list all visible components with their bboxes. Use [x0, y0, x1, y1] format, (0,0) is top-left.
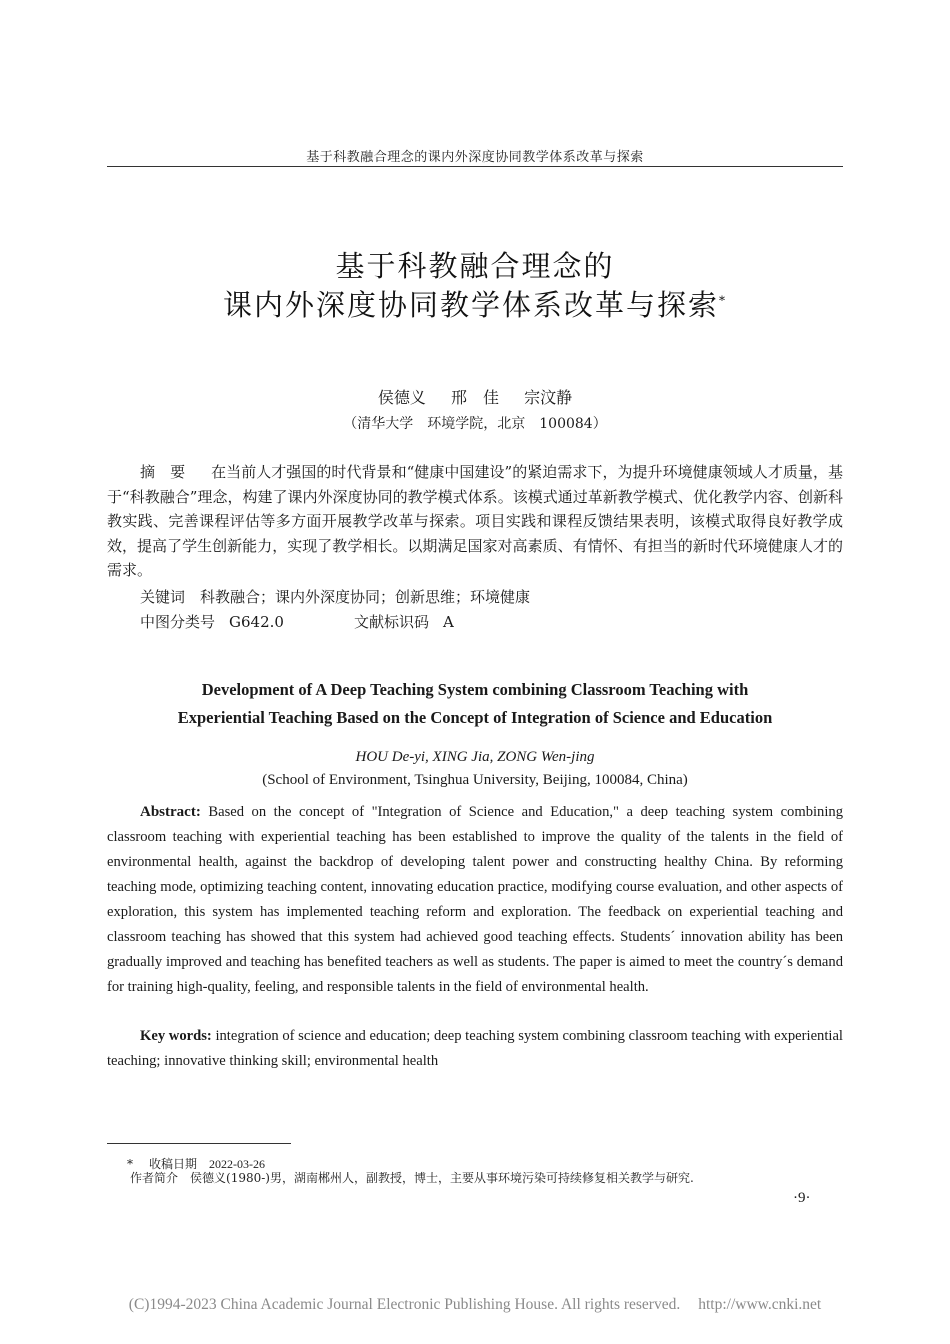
doc-code-label: 文献标识码	[353, 613, 429, 631]
abstract-cn-label: 摘 要	[140, 463, 186, 481]
doc-code-value: A	[442, 613, 454, 631]
running-head: 基于科教融合理念的课内外深度协同教学体系改革与探索	[306, 150, 644, 165]
abstract-en	[107, 800, 843, 1000]
title-cn-line1: 基于科教融合理念的	[335, 249, 615, 283]
abstract-en-text: Based on the concept of "Integration of Science and Education," a deep teaching system combining classroom teaching with experiential teaching has been established to improve the quality of the talents in the field of environmental health, against the backdrop of developing talent power and constructing healthy China. By reforming teaching mode, optimizing teaching content, innovating education practice, modifying course evaluation, and other aspects of exploration, this system has implemented teaching reform and exploration. The feedback on experiential teaching and classroom teaching has showed that this system had achieved good teaching effects. Students´ innovation ability has been gradually improved and teaching has benefited teachers as well as students. The paper is aimed to meet the country´s demand for training high-quality, feeling, and responsible talents in the field of environmental health.	[107, 804, 844, 995]
abstract-en-label: Abstract:	[140, 804, 201, 820]
title-en-line2: Experiential Teaching Based on the Concept of Integration of Science and Education	[177, 708, 773, 727]
author-bio: 侯德义(1980-)男，湖南郴州人，副教授，博士，主要从事环境污染可持续修复相关教学与研究.	[190, 1171, 694, 1185]
copyright-text: (C)1994-2023 China Academic Journal Electronic Publishing House. All rights reserved.	[128, 1296, 681, 1313]
title-footnote-mark: *	[719, 293, 727, 308]
keywords-en-text: integration of science and education; deep teaching system combining classroom teaching with experiential teaching; innovative thinking skill; environmental health	[107, 1028, 843, 1069]
abstract-cn	[107, 460, 843, 583]
title-cn-line2-text: 课内外深度协同教学体系改革与探索	[222, 288, 719, 322]
page-number: ·9·	[793, 1190, 811, 1206]
author-bio-label: 作者简介	[130, 1171, 179, 1185]
keywords-en-label: Key words:	[140, 1028, 212, 1044]
affiliation-en: (School of Environment, Tsinghua University, Beijing, 100084, China)	[262, 772, 688, 788]
author-cn-3: 宗汶静	[524, 388, 573, 407]
received-date: 2022-03-26	[209, 1157, 266, 1171]
keywords-cn	[140, 586, 530, 607]
classification	[140, 611, 454, 632]
title-en-line1: Development of A Deep Teaching System combining Classroom Teaching with	[201, 680, 749, 699]
author-cn-2: 邢 佳	[450, 388, 499, 407]
footnote-rule	[107, 1143, 291, 1144]
authors-cn	[0, 385, 950, 408]
author-cn-1: 侯德义	[377, 388, 426, 407]
title-en	[0, 676, 950, 732]
footnote-author	[130, 1169, 694, 1186]
keywords-cn-label: 关键词	[140, 588, 186, 606]
header-rule	[107, 166, 843, 167]
abstract-cn-text: 在当前人才强国的时代背景和“健康中国建设”的紧迫需求下，为提升环境健康领域人才质量，基于“科教融合”理念，构建了课内外深度协同的教学模式体系。该模式通过革新教学模式、优化教学内容、创新科教实践、完善课程评估等多方面开展教学改革与探索。项目实践和课程反馈结果表明，该模式取得良好教学成效，提高了学生创新能力，实现了教学相长。以期满足国家对高素质、有情怀、有担当的新时代环境健康人才的需求。	[107, 463, 843, 580]
clc-label: 中图分类号	[140, 613, 216, 631]
clc-value: G642.0	[229, 613, 284, 631]
affiliation-cn: （清华大学 环境学院，北京 100084）	[343, 416, 607, 432]
received-label: 收稿日期	[149, 1157, 198, 1171]
keywords-en	[107, 1024, 843, 1074]
footnote-mark: *	[127, 1157, 133, 1171]
copyright-notice	[0, 1296, 950, 1314]
title-cn-line2	[0, 283, 950, 324]
keywords-cn-text: 科教融合；课内外深度协同；创新思维；环境健康	[200, 588, 531, 606]
copyright-url[interactable]: http://www.cnki.net	[698, 1296, 822, 1313]
authors-en: HOU De-yi, XING Jia, ZONG Wen-jing	[355, 749, 595, 765]
